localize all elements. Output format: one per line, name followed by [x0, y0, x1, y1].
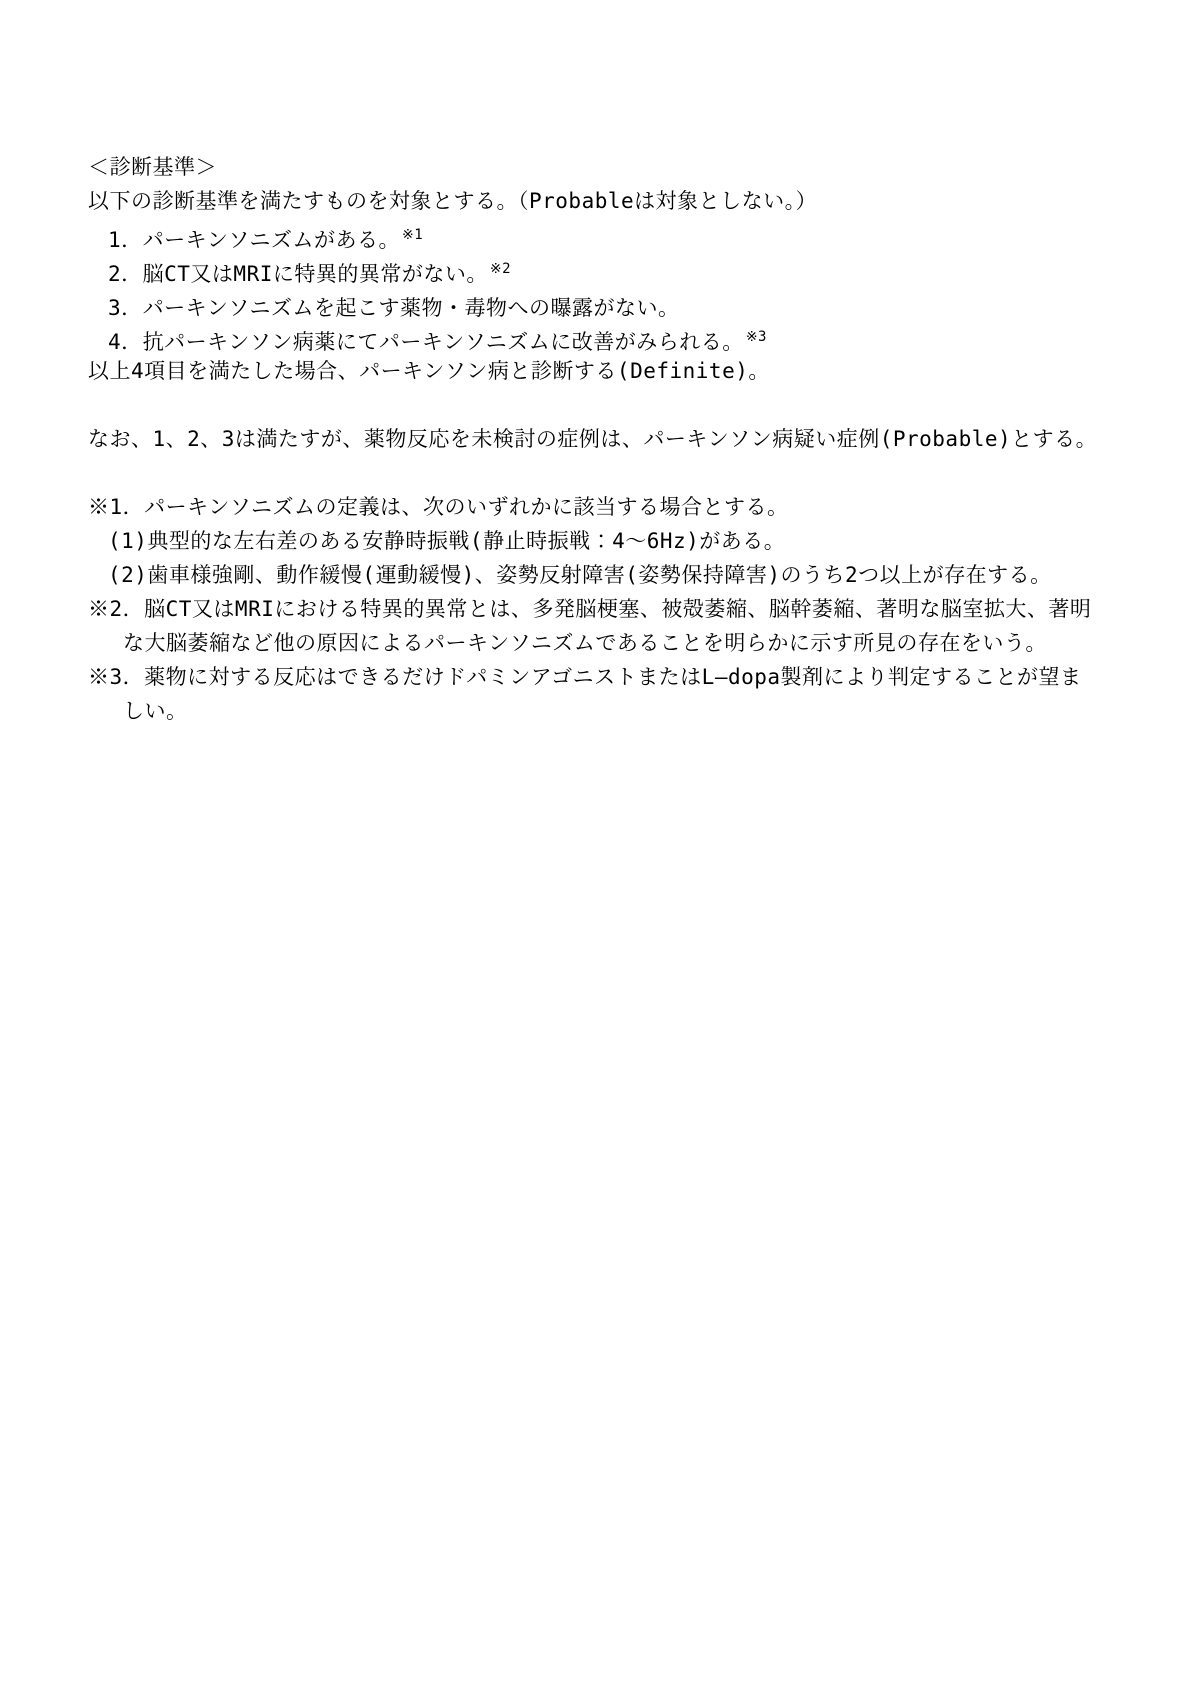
blank-line [88, 456, 1126, 490]
criterion-2-footnote-ref: ※2 [489, 261, 512, 277]
criterion-item-4 [88, 320, 1126, 354]
footnote-1-item-2: (2)歯車様強剛、動作緩慢(運動緩慢)、姿勢反射障害(姿勢保持障害)のうち2つ以上が存在する。 [108, 563, 1052, 587]
criterion-3-text: 3．パーキンソニズムを起こす薬物・毒物への曝露がない。 [108, 296, 680, 320]
criterion-1-text: 1．パーキンソニズムがある。 [108, 228, 401, 252]
criterion-3-footnote-ref [680, 295, 682, 311]
footnote-3-line-2: しい。 [123, 699, 188, 723]
footnote-2-line-1: ※2．脳CT又はMRIにおける特異的異常とは、多発脳梗塞、被殻萎縮、脳幹萎縮、著明な脳室拡大、著明 [88, 597, 1092, 621]
footnote-1-item-1: (1)典型的な左右差のある安静時振戦(静止時振戦：4～6Hz)がある。 [108, 529, 786, 553]
blank-line [88, 388, 1126, 422]
criterion-4-text: 4．抗パーキンソン病薬にてパーキンソニズムに改善がみられる。 [108, 330, 744, 354]
footnote-3-line-1: ※3．薬物に対する反応はできるだけドパミンアゴニストまたはL—dopa製剤により判定することが望ま [88, 665, 1082, 689]
definite-line: 以上4項目を満たした場合、パーキンソン病と診断する(Definite)。 [88, 359, 770, 383]
footnote-2-line-2: な大脳萎縮など他の原因によるパーキンソニズムであることを明らかに示す所見の存在をいう。 [123, 631, 1047, 655]
footnote-1-head: ※1．パーキンソニズムの定義は、次のいずれかに該当する場合とする。 [88, 495, 789, 519]
probable-line: なお、1、2、3は満たすが、薬物反応を未検討の症例は、パーキンソン病疑い症例(Probable)とする。 [88, 427, 1098, 451]
criterion-2-text: 2．脳CT又はMRIに特異的異常がない。 [108, 262, 488, 286]
intro-line: 以下の診断基準を満たすものを対象とする。（Probableは対象としない。） [88, 189, 818, 213]
criterion-item-3 [88, 286, 1126, 320]
criterion-4-footnote-ref: ※3 [745, 329, 767, 345]
section-heading: ＜診断基準＞ [88, 155, 217, 179]
criterion-1-footnote-ref: ※1 [402, 227, 424, 243]
criterion-item-1 [88, 218, 1126, 252]
criterion-item-2 [88, 252, 1126, 286]
